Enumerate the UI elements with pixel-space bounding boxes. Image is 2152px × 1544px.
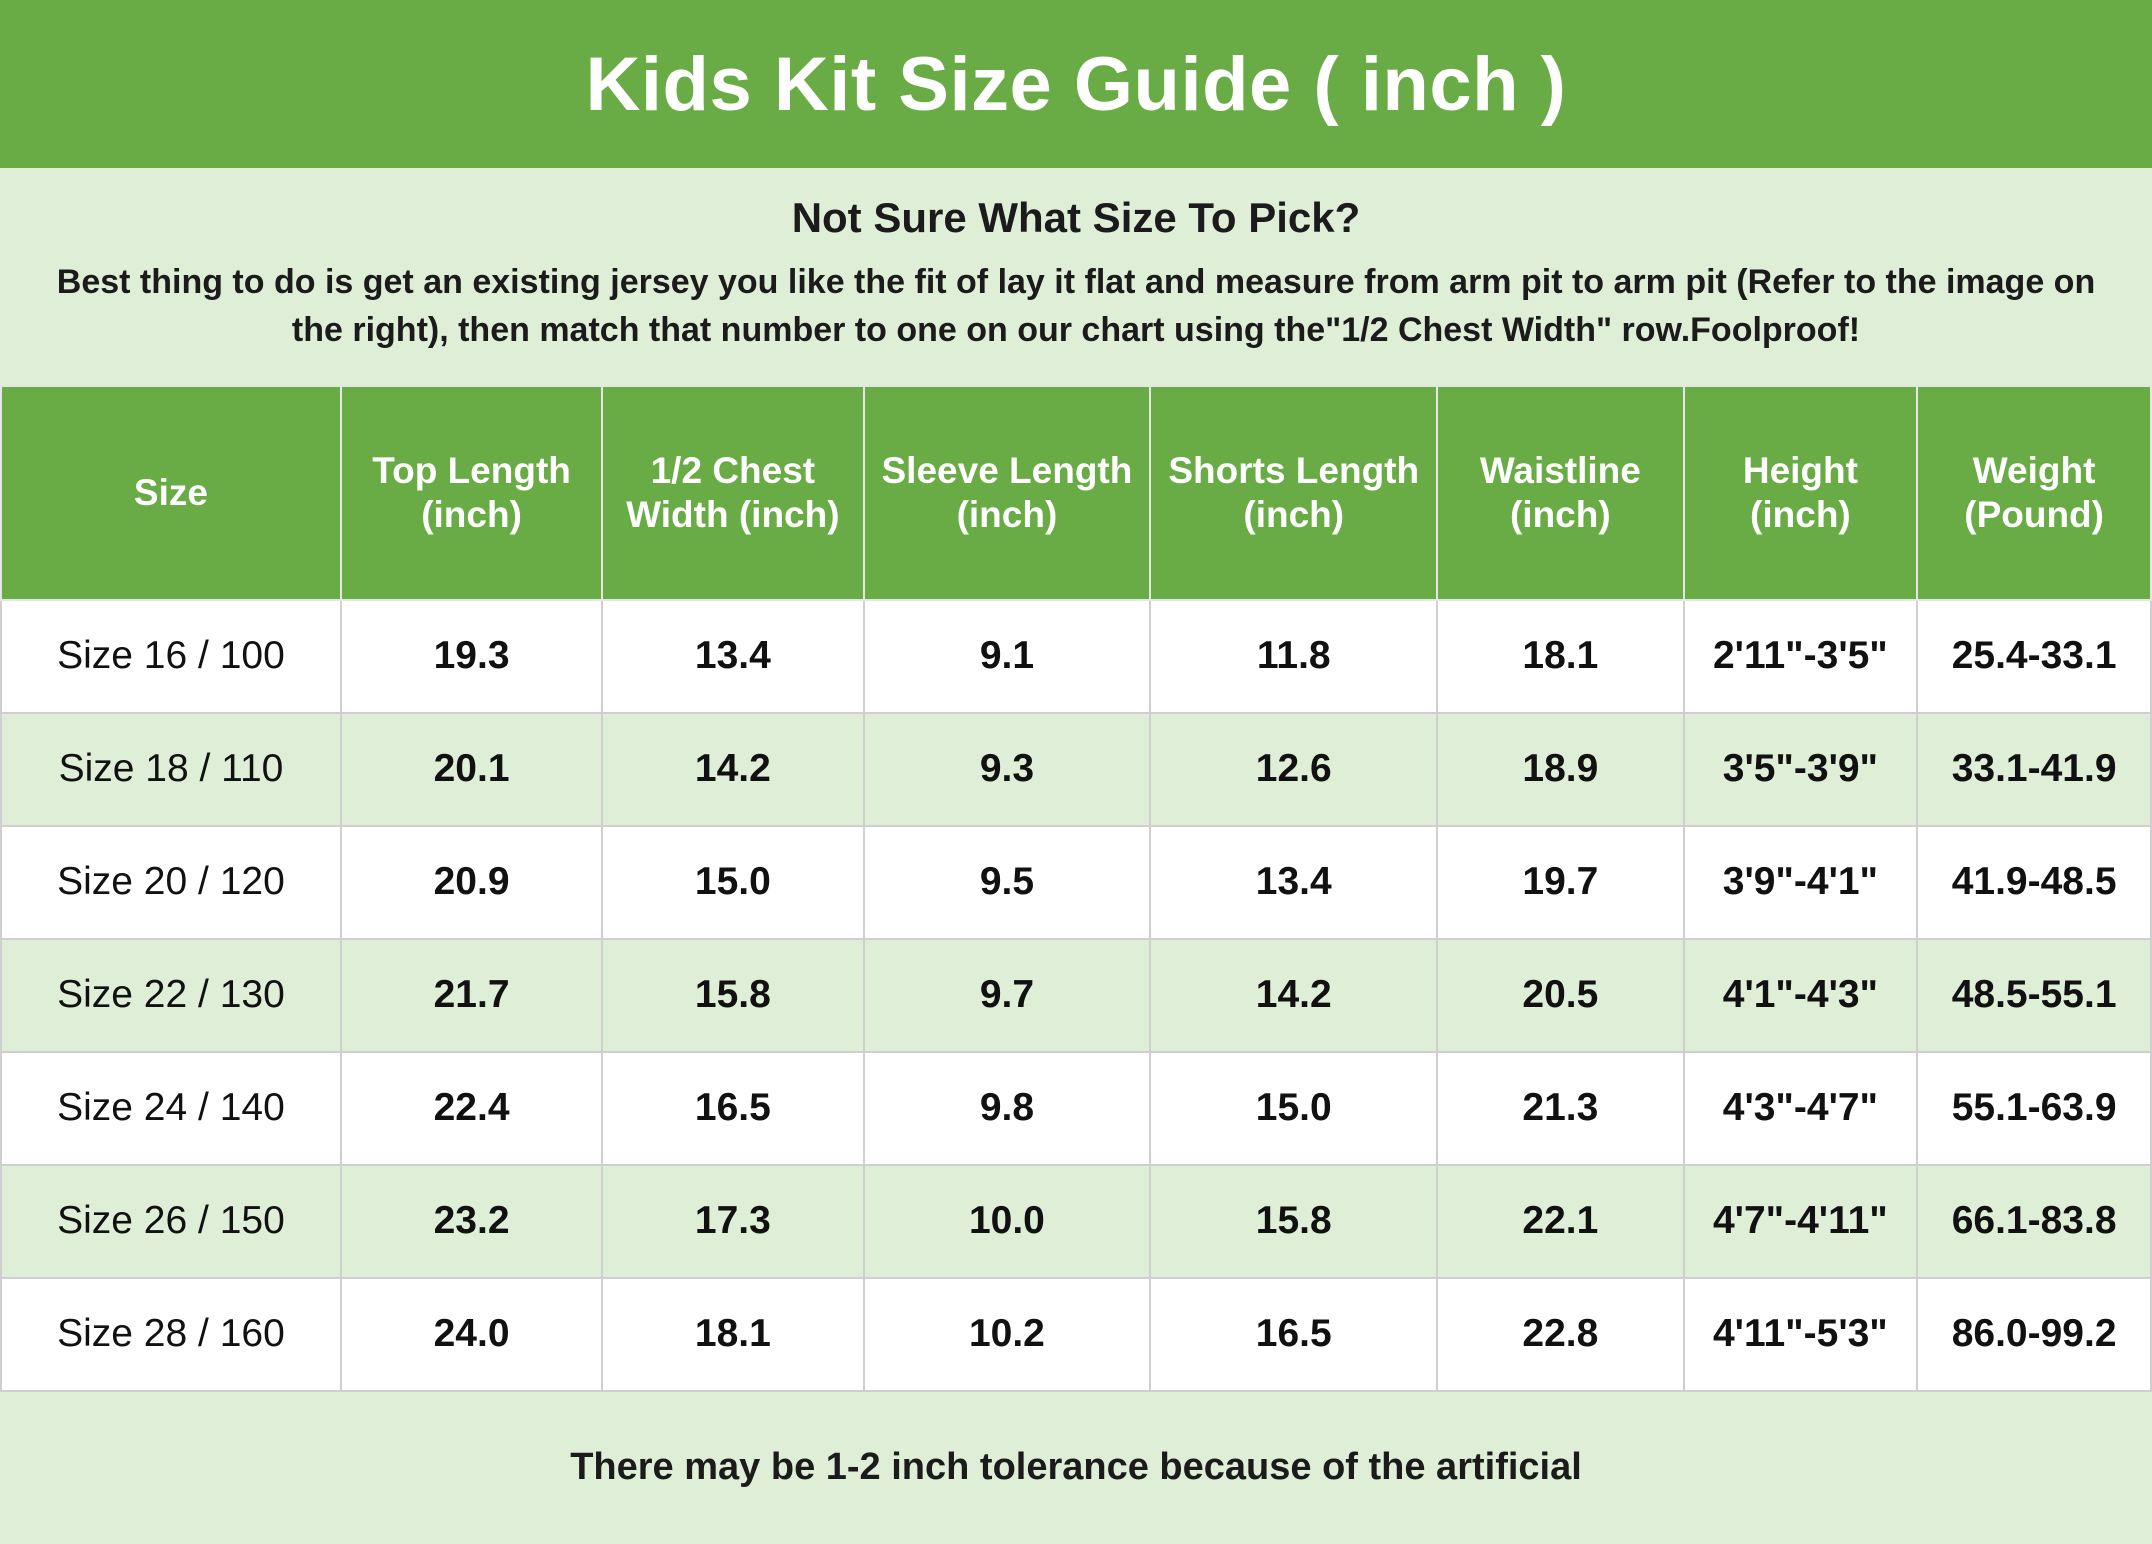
cell-shorts-length: 11.8 [1150,600,1437,713]
cell-size: Size 24 / 140 [1,1052,341,1165]
cell-weight: 41.9-48.5 [1917,826,2151,939]
table-row [1,600,2151,713]
cell-shorts-length: 14.2 [1150,939,1437,1052]
intro-body-text: Best thing to do is get an existing jersey you like the fit of lay it flat and measure from arm pit to arm pit (Refer to the image on the right), then match that number to one on our chart using the"1/2 Chest Width" row.Foolproof! [56,263,2096,350]
cell-size: Size 16 / 100 [1,600,341,713]
table-body [1,600,2151,1391]
cell-waistline: 19.7 [1437,826,1683,939]
page-title: Kids Kit Size Guide ( inch ) [585,41,1567,127]
cell-waistline: 20.5 [1437,939,1683,1052]
cell-sleeve-length: 10.2 [864,1278,1151,1391]
cell-height: 4'3"-4'7" [1684,1052,1918,1165]
column-header-waistline: Waistline (inch) [1437,386,1683,600]
cell-sleeve-length: 10.0 [864,1165,1151,1278]
cell-height: 3'5"-3'9" [1684,713,1918,826]
cell-waistline: 22.1 [1437,1165,1683,1278]
column-header-top-length: Top Length (inch) [341,386,602,600]
cell-top-length: 22.4 [341,1052,602,1165]
cell-waistline: 18.9 [1437,713,1683,826]
table-row [1,1052,2151,1165]
cell-height: 3'9"-4'1" [1684,826,1918,939]
cell-shorts-length: 16.5 [1150,1278,1437,1391]
table-row [1,1165,2151,1278]
cell-size: Size 20 / 120 [1,826,341,939]
column-header-shorts-length: Shorts Length (inch) [1150,386,1437,600]
tolerance-note: There may be 1-2 inch tolerance because of the artificial [0,1392,2152,1544]
cell-half-chest-width: 17.3 [602,1165,863,1278]
table-row [1,939,2151,1052]
cell-height: 4'11"-5'3" [1684,1278,1918,1391]
column-header-weight: Weight (Pound) [1917,386,2151,600]
cell-half-chest-width: 16.5 [602,1052,863,1165]
cell-half-chest-width: 13.4 [602,600,863,713]
cell-sleeve-length: 9.8 [864,1052,1151,1165]
column-header-height: Height (inch) [1684,386,1918,600]
title-bar [0,0,2152,168]
column-header-half-chest-width: 1/2 Chest Width (inch) [602,386,863,600]
cell-height: 4'7"-4'11" [1684,1165,1918,1278]
cell-waistline: 22.8 [1437,1278,1683,1391]
cell-sleeve-length: 9.1 [864,600,1151,713]
table-row [1,713,2151,826]
cell-shorts-length: 15.8 [1150,1165,1437,1278]
cell-shorts-length: 12.6 [1150,713,1437,826]
cell-half-chest-width: 14.2 [602,713,863,826]
column-header-sleeve-length: Sleeve Length (inch) [864,386,1151,600]
cell-shorts-length: 13.4 [1150,826,1437,939]
cell-top-length: 23.2 [341,1165,602,1278]
cell-waistline: 18.1 [1437,600,1683,713]
size-chart-table [0,385,2152,1392]
cell-top-length: 20.1 [341,713,602,826]
cell-half-chest-width: 15.8 [602,939,863,1052]
cell-height: 4'1"-4'3" [1684,939,1918,1052]
cell-half-chest-width: 18.1 [602,1278,863,1391]
cell-weight: 33.1-41.9 [1917,713,2151,826]
cell-top-length: 19.3 [341,600,602,713]
cell-weight: 55.1-63.9 [1917,1052,2151,1165]
cell-top-length: 24.0 [341,1278,602,1391]
cell-half-chest-width: 15.0 [602,826,863,939]
cell-size: Size 28 / 160 [1,1278,341,1391]
cell-weight: 48.5-55.1 [1917,939,2151,1052]
table-header [1,386,2151,600]
intro-section [0,168,2152,385]
cell-size: Size 22 / 130 [1,939,341,1052]
table-header-row [1,386,2151,600]
cell-weight: 25.4-33.1 [1917,600,2151,713]
cell-weight: 66.1-83.8 [1917,1165,2151,1278]
cell-height: 2'11"-3'5" [1684,600,1918,713]
cell-shorts-length: 15.0 [1150,1052,1437,1165]
cell-top-length: 21.7 [341,939,602,1052]
column-header-size: Size [1,386,341,600]
cell-waistline: 21.3 [1437,1052,1683,1165]
cell-weight: 86.0-99.2 [1917,1278,2151,1391]
cell-sleeve-length: 9.5 [864,826,1151,939]
intro-heading: Not Sure What Size To Pick? [791,194,1361,241]
cell-size: Size 26 / 150 [1,1165,341,1278]
table-row [1,826,2151,939]
cell-size: Size 18 / 110 [1,713,341,826]
cell-sleeve-length: 9.7 [864,939,1151,1052]
table-row [1,1278,2151,1391]
cell-top-length: 20.9 [341,826,602,939]
cell-sleeve-length: 9.3 [864,713,1151,826]
